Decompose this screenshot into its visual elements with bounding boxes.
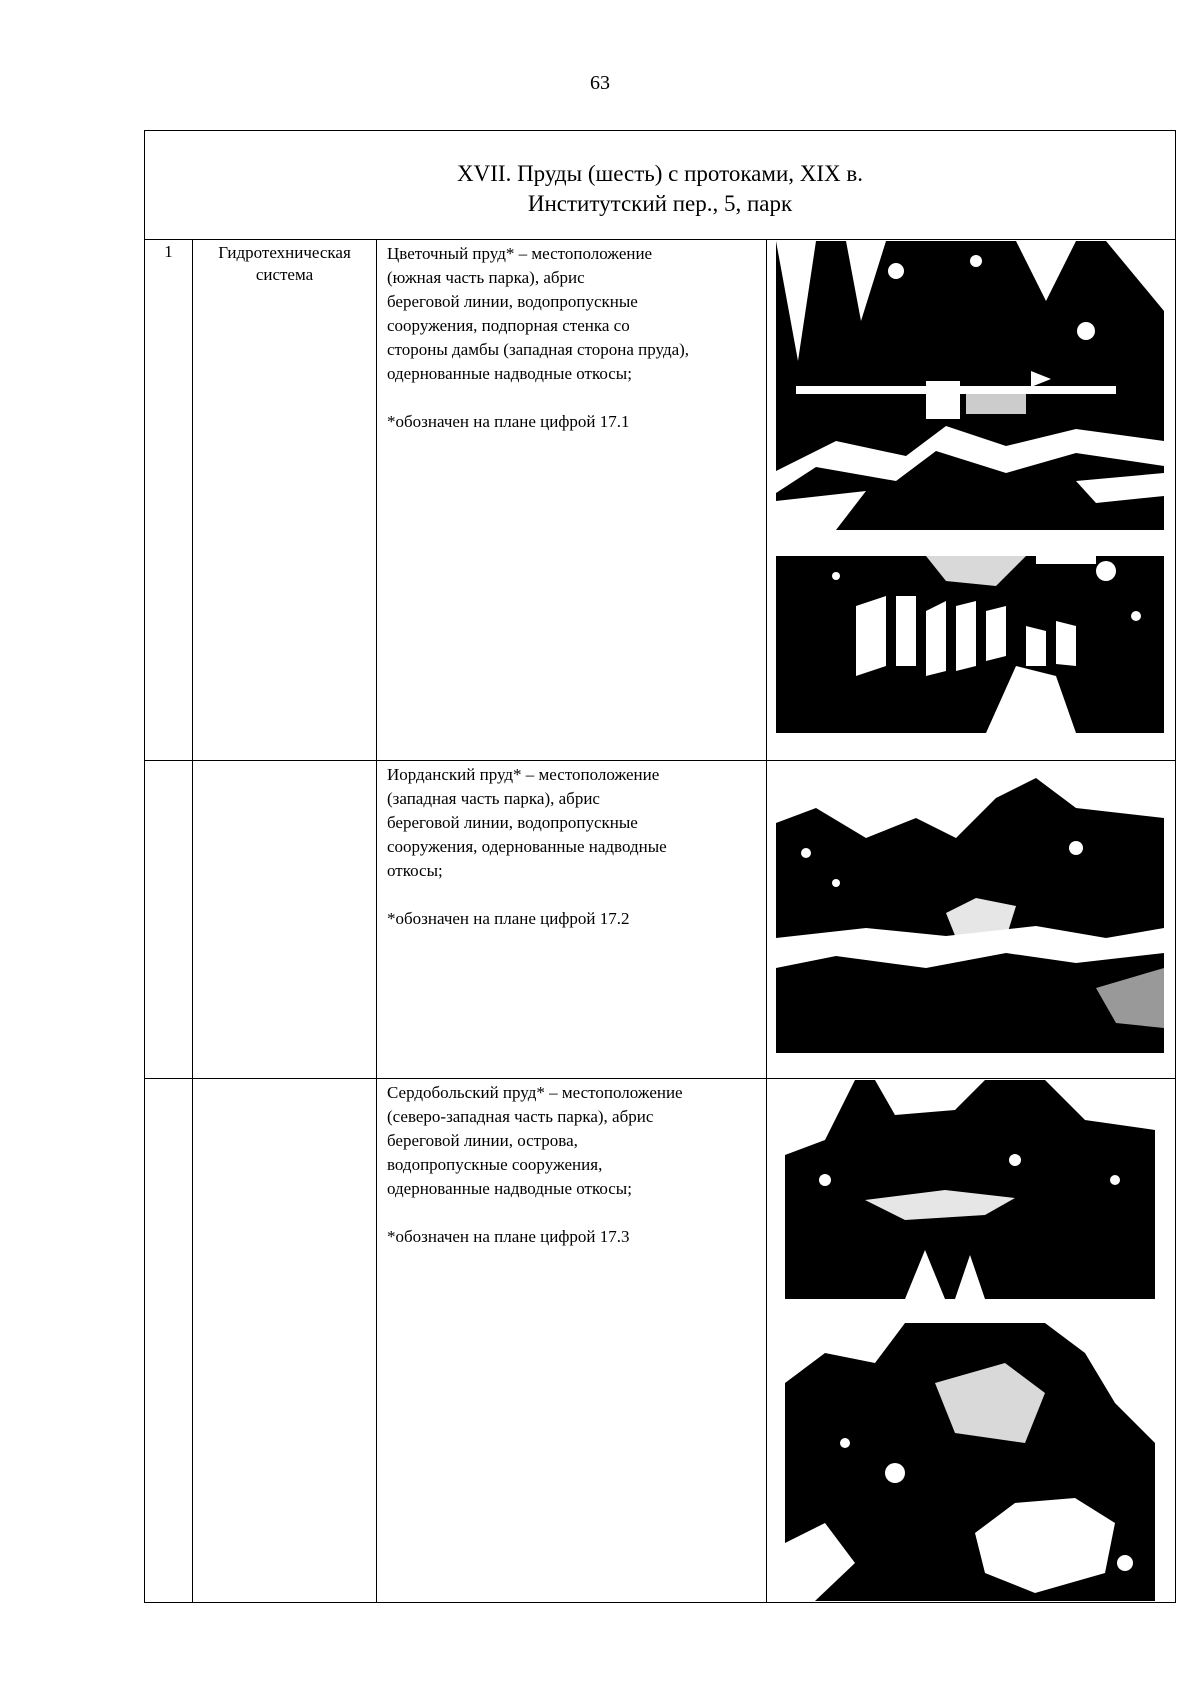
row-type: Гидротехническая система — [193, 240, 377, 761]
pond-photo — [785, 1323, 1175, 1601]
row-photos — [767, 1079, 1176, 1603]
pond-photo — [776, 241, 1175, 530]
row-number: 1 — [145, 240, 193, 761]
row-description: Сердобольский пруд* – местоположение (северо-западная часть парка), абрис береговой линии, острова, водопропускные сооружения, одернованные надводные откосы; — [387, 1083, 683, 1198]
row-number — [145, 761, 193, 1079]
pond-photo — [785, 1080, 1175, 1299]
row-type — [193, 1079, 377, 1603]
row-description: Иорданский пруд* – местоположение (западная часть парка), абрис береговой линии, водопропускные сооружения, одернованные надводные откосы; — [387, 765, 667, 880]
section-title: XVII. Пруды (шесть) с протоками, XIX в. — [457, 161, 863, 186]
row-description-cell — [377, 240, 767, 761]
row-note: *обозначен на плане цифрой 17.2 — [387, 909, 630, 928]
pond-photo — [776, 778, 1175, 1053]
row-description-cell — [377, 1079, 767, 1603]
row-type — [193, 761, 377, 1079]
table-row — [145, 1079, 1176, 1603]
row-note: *обозначен на плане цифрой 17.3 — [387, 1227, 630, 1246]
row-description-cell — [377, 761, 767, 1079]
row-photos — [767, 240, 1176, 761]
table-row — [145, 240, 1176, 761]
row-note: *обозначен на плане цифрой 17.1 — [387, 412, 630, 431]
row-number — [145, 1079, 193, 1603]
row-description: Цветочный пруд* – местоположение (южная часть парка), абрис береговой линии, водопропускные сооружения, подпорная стенка со стороны дамбы (западная сторона пруда), одернованные надводные откосы; — [387, 244, 690, 383]
page-number: 63 — [590, 72, 610, 94]
monument-table — [144, 130, 1176, 1603]
table-row — [145, 761, 1176, 1079]
pond-photo — [776, 556, 1175, 733]
section-address: Институтский пер., 5, парк — [527, 191, 793, 216]
row-photos — [767, 761, 1176, 1079]
section-header — [145, 131, 1176, 240]
